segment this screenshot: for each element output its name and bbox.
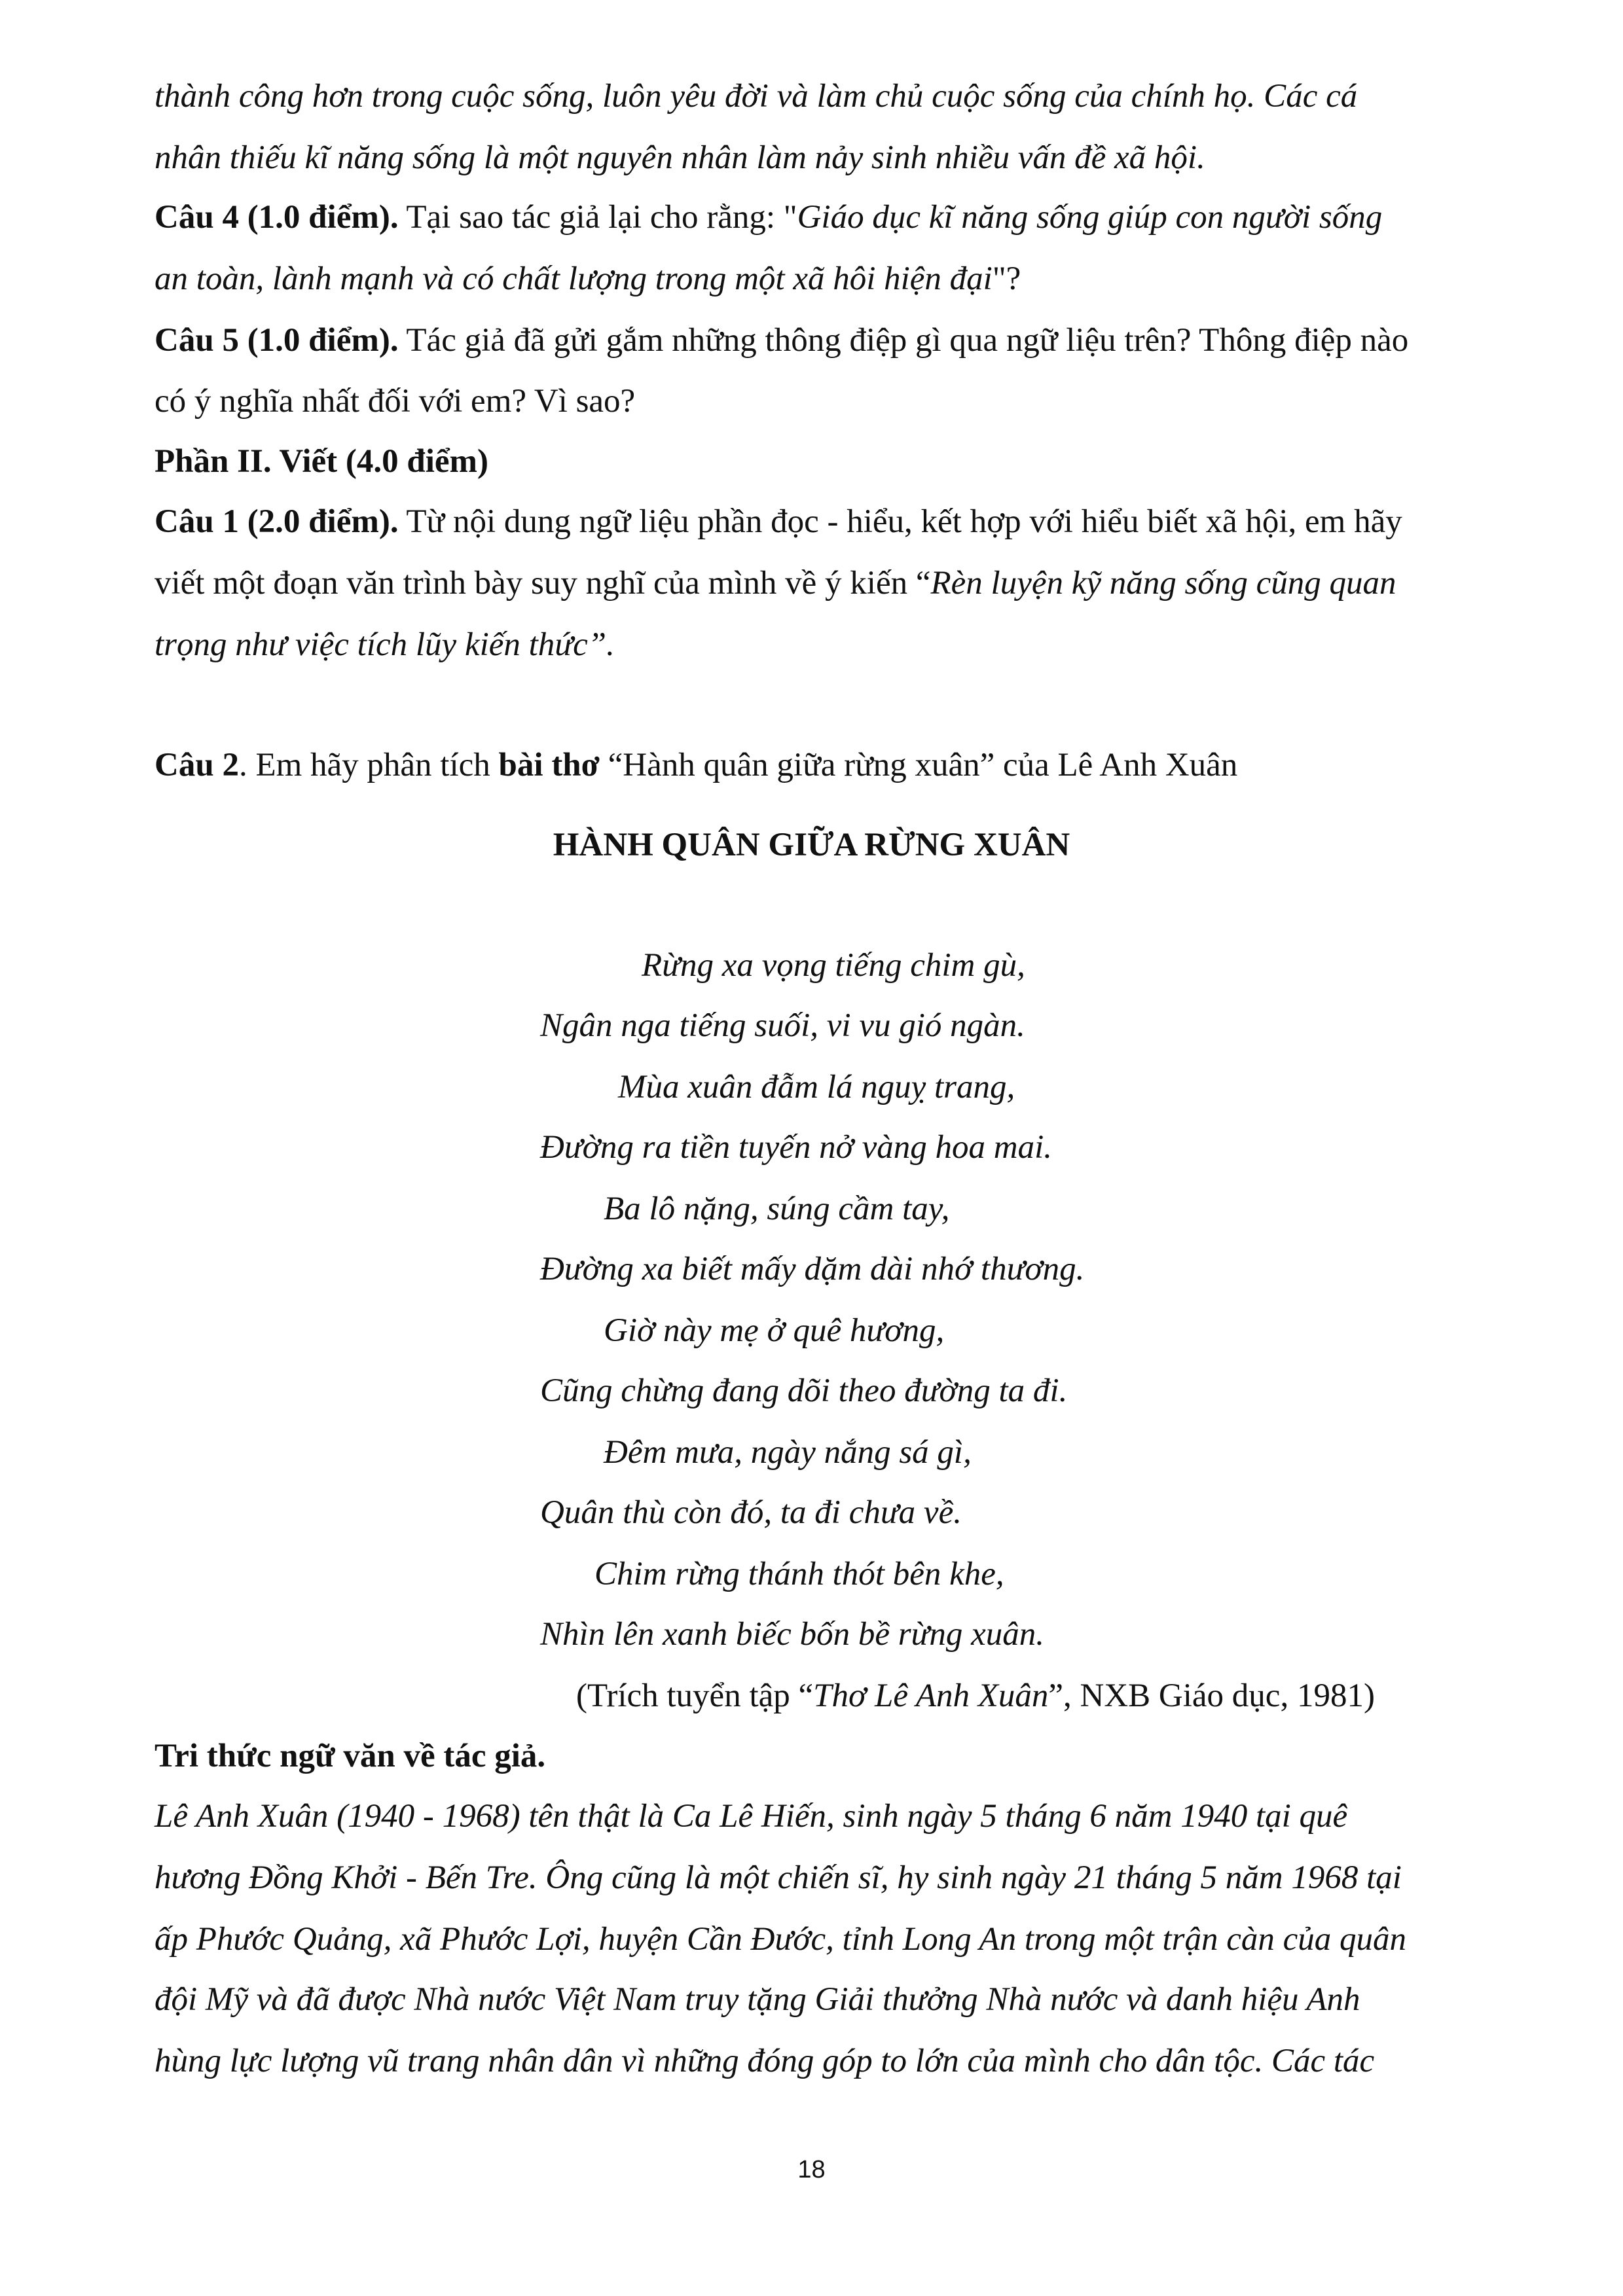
- author-bio-line: ấp Phước Quảng, xã Phước Lợi, huyện Cần Đước, tỉnh Long An trong một trận càn của quân: [155, 1921, 1407, 1958]
- question-4-label: Câu 4 (1.0 điểm).: [155, 199, 399, 236]
- author-bio-line: hùng lực lượng vũ trang nhân dân vì những đóng góp to lớn của mình cho dân tộc. Các tác: [155, 2043, 1375, 2079]
- author-bio-line: hương Đồng Khởi - Bến Tre. Ông cũng là một chiến sĩ, hy sinh ngày 21 tháng 5 năm 1968 tại: [155, 1859, 1402, 1896]
- author-bio-line: đội Mỹ và đã được Nhà nước Việt Nam truy tặng Giải thưởng Nhà nước và danh hiệu Anh: [155, 1981, 1360, 2018]
- poem-source: [576, 1673, 1375, 1719]
- poem-line: Rừng xa vọng tiếng chim gù,: [642, 947, 1025, 984]
- poem-line: Quân thù còn đó, ta đi chưa về.: [540, 1494, 962, 1531]
- poem-line: Nhìn lên xanh biếc bốn bề rừng xuân.: [540, 1616, 1045, 1653]
- poem-line: Mùa xuân đẫm lá nguỵ trang,: [618, 1069, 1015, 1105]
- writing-question-2-text-end: “Hành quân giữa rừng xuân” của Lê Anh Xuân: [599, 747, 1238, 783]
- question-5-label: Câu 5 (1.0 điểm).: [155, 322, 399, 359]
- writing-question-2-text: . Em hãy phân tích: [238, 747, 499, 783]
- poem-source-title: Thơ Lê Anh Xuân: [813, 1677, 1049, 1714]
- question-4-continued: [155, 256, 1021, 302]
- question-4: [155, 194, 1382, 240]
- paragraph-line: thành công hơn trong cuộc sống, luôn yêu đời và làm chủ cuộc sống của chính họ. Các cá: [155, 78, 1358, 115]
- poem-line: Ngân nga tiếng suối, vi vu gió ngàn.: [540, 1007, 1025, 1044]
- poem-source-prefix: (Trích tuyển tập “: [576, 1677, 814, 1714]
- question-4-quote: Giáo dục kĩ năng sống giúp con người sống: [797, 199, 1383, 236]
- poem-line: Đêm mưa, ngày nắng sá gì,: [604, 1434, 972, 1471]
- question-5-text: Tác giả đã gửi gắm những thông điệp gì qua ngữ liệu trên? Thông điệp nào: [398, 322, 1409, 359]
- paragraph-line: nhân thiếu kĩ năng sống là một nguyên nhân làm nảy sinh nhiều vấn đề xã hội.: [155, 139, 1205, 176]
- page-number: 18: [797, 2156, 826, 2183]
- question-4-quote-cont: an toàn, lành mạnh và có chất lượng trong một xã hôi hiện đại: [155, 260, 993, 297]
- author-section-heading: Tri thức ngữ văn về tác giả.: [155, 1738, 546, 1774]
- writing-question-2: [155, 742, 1237, 788]
- writing-question-1-text: Từ nội dung ngữ liệu phần đọc - hiểu, kết hợp với hiểu biết xã hội, em hãy: [398, 503, 1402, 540]
- poem-line: Đường xa biết mấy dặm dài nhớ thương.: [540, 1251, 1085, 1287]
- poem-line: Chim rừng thánh thót bên khe,: [594, 1556, 1004, 1592]
- writing-question-1-quote: Rèn luyện kỹ năng sống cũng quan: [930, 565, 1396, 601]
- writing-question-1-quote-end: trọng như việc tích lũy kiến thức”.: [155, 626, 615, 663]
- question-4-text: Tại sao tác giả lại cho rằng: ": [398, 199, 797, 236]
- poem-line: Cũng chừng đang dõi theo đường ta đi.: [540, 1372, 1068, 1409]
- question-5: [155, 317, 1408, 363]
- part-2-heading: Phần II. Viết (4.0 điểm): [155, 443, 488, 480]
- writing-question-1: [155, 499, 1402, 545]
- poem-line: Giờ này mẹ ở quê hương,: [604, 1312, 945, 1349]
- poem-line: Đường ra tiền tuyến nở vàng hoa mai.: [540, 1129, 1052, 1166]
- poem-source-suffix: ”, NXB Giáo dục, 1981): [1048, 1677, 1375, 1714]
- writing-question-1-text-cont: viết một đoạn văn trình bày suy nghĩ của mình về ý kiến “: [155, 565, 931, 601]
- writing-question-2-label: Câu 2: [155, 747, 239, 783]
- poem-title: HÀNH QUÂN GIỮA RỪNG XUÂN: [553, 827, 1070, 863]
- question-4-end: "?: [992, 260, 1021, 297]
- writing-question-1-label: Câu 1 (2.0 điểm).: [155, 503, 399, 540]
- author-bio-line: Lê Anh Xuân (1940 - 1968) tên thật là Ca Lê Hiến, sinh ngày 5 tháng 6 năm 1940 tại quê: [155, 1798, 1348, 1835]
- question-5-continued: có ý nghĩa nhất đối với em? Vì sao?: [155, 383, 636, 420]
- poem-line: Ba lô nặng, súng cầm tay,: [604, 1191, 950, 1227]
- writing-question-1-continued: [155, 560, 1396, 606]
- writing-question-2-bold: bài thơ: [498, 747, 600, 783]
